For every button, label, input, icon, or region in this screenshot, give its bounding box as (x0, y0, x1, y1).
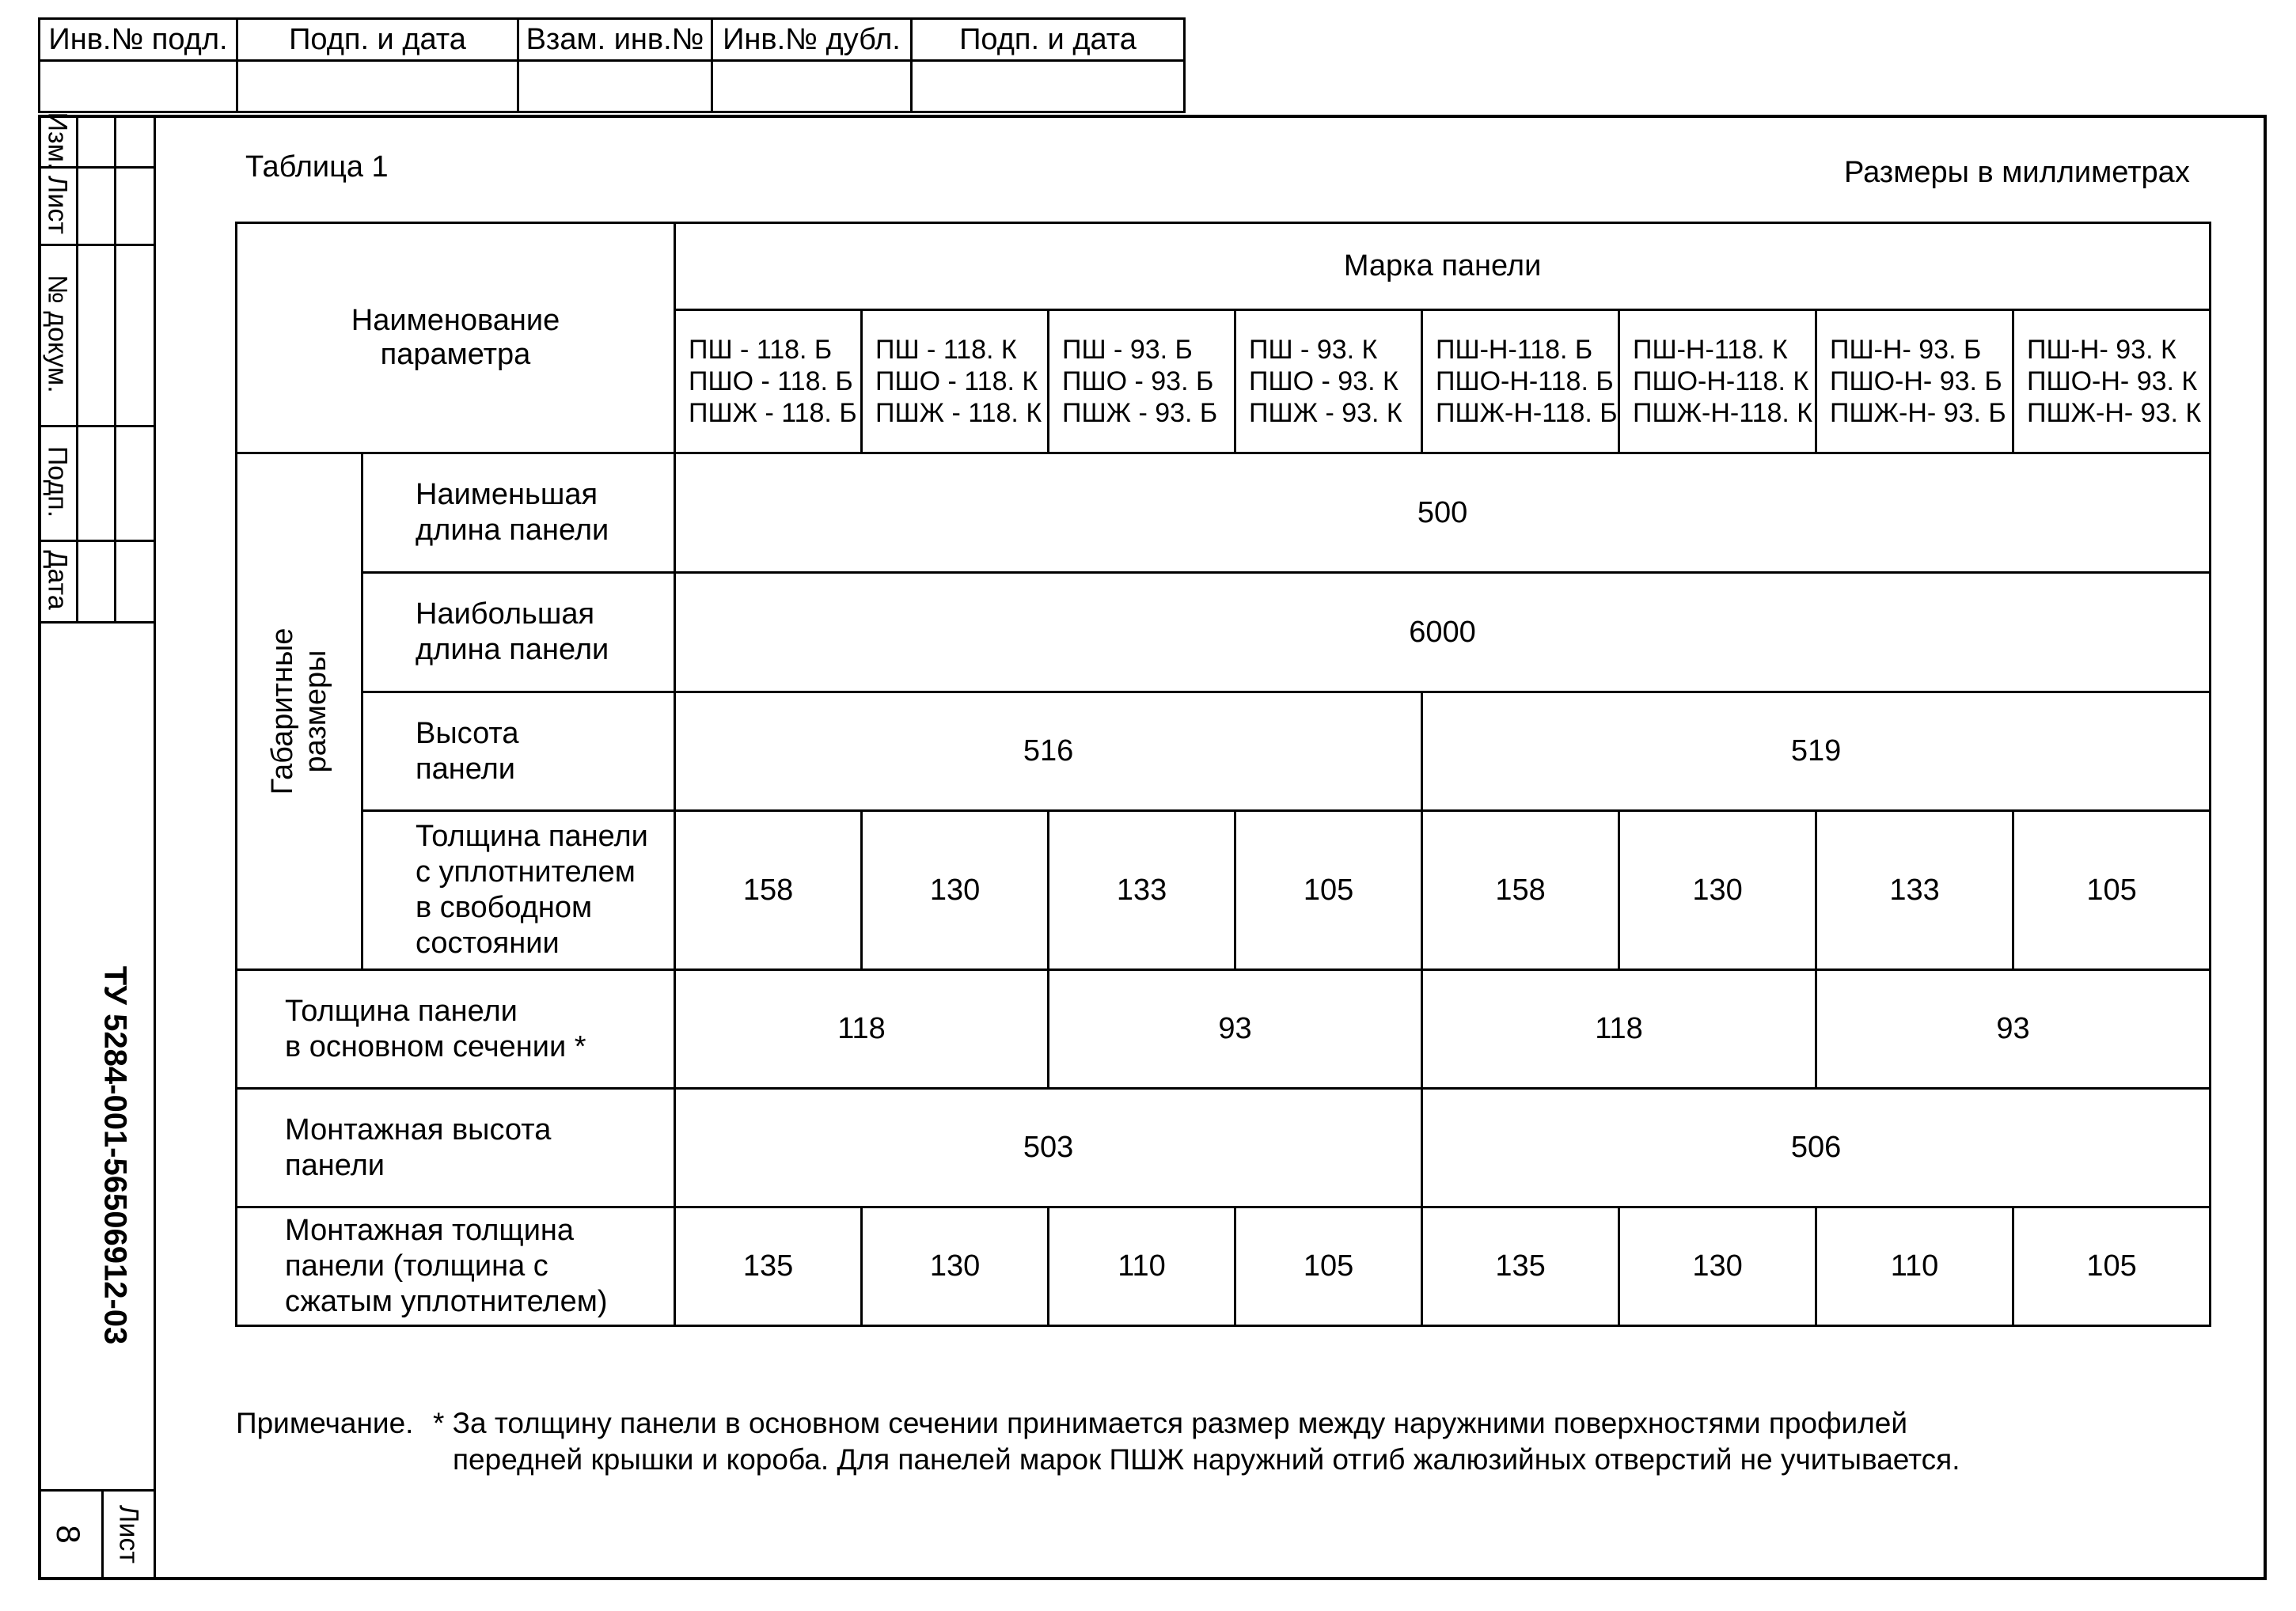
side-strip-divider (38, 1489, 155, 1492)
row-label-line: панели (толщина с (285, 1249, 548, 1283)
brand-line: ПШ-Н- 93. Б (1830, 335, 1982, 365)
brand-line: ПШ-Н-118. К (1633, 335, 1788, 365)
row-label-line: Наименьшая (416, 478, 598, 511)
stamp-cell (40, 61, 237, 112)
brand-line: ПШЖ - 118. К (875, 398, 1042, 428)
sheet-label: Лист (113, 1505, 144, 1564)
row-label-line: с уплотнителем (416, 855, 636, 889)
side-strip-border (154, 115, 156, 1580)
row-label-line: Наибольшая (416, 597, 595, 631)
brand-line: ПШ - 118. Б (689, 335, 833, 365)
row-label-line: сжатым уплотнителем) (285, 1285, 608, 1318)
value-mount-thickness: 110 (1049, 1207, 1235, 1326)
brand-line: ПШО-Н- 93. К (2027, 366, 2198, 396)
side-strip-divider (38, 540, 155, 542)
group-label-line: Габаритные (266, 627, 299, 795)
value-mount-thickness: 130 (862, 1207, 1049, 1326)
value-thickness-seal: 105 (2013, 811, 2211, 970)
rev-label-signature: Подп. (42, 445, 73, 518)
brand-line: ПШЖ - 93. Б (1062, 398, 1218, 428)
value-thickness-main: 93 (1049, 970, 1422, 1089)
brand-line: ПШЖ-Н-118. К (1633, 398, 1813, 428)
value-thickness-seal: 130 (862, 811, 1049, 970)
side-strip-border (76, 115, 78, 621)
row-label-line: длина панели (416, 633, 609, 666)
side-strip-divider (38, 621, 155, 624)
row-label-thickness-seal (362, 811, 675, 970)
row-label-line: Монтажная толщина (285, 1214, 575, 1247)
stamp-header-inv-dup: Инв.№ дубл. (712, 19, 912, 61)
brand-line: ПШ - 93. Б (1062, 335, 1193, 365)
param-header-cell (237, 223, 675, 453)
brand-line: ПШО - 93. Б (1062, 366, 1214, 396)
brand-line: ПШЖ-Н- 93. Б (1830, 398, 2006, 428)
stamp-cell (912, 61, 1185, 112)
brand-line: ПШ-Н- 93. К (2027, 335, 2176, 365)
brand-cell (2013, 310, 2211, 453)
value-thickness-seal: 158 (675, 811, 862, 970)
row-label-line: панели (416, 752, 515, 786)
stamp-header-sign-date: Подп. и дата (237, 19, 518, 61)
note-line-2: передней крышки и короба. Для панелей марок ПШЖ наружний отгиб жалюзийных отверстий не учитывается. (453, 1443, 1960, 1476)
brand-line: ПШ-Н-118. Б (1436, 335, 1593, 365)
brand-cell (1816, 310, 2013, 453)
side-strip-divider (38, 244, 155, 246)
value-thickness-seal: 133 (1049, 811, 1235, 970)
value-mount-thickness: 135 (1422, 1207, 1619, 1326)
row-label-line: Монтажная высота (285, 1113, 552, 1147)
value-thickness-seal: 133 (1816, 811, 2013, 970)
stamp-header-inv-orig: Инв.№ подл. (40, 19, 237, 61)
brand-cell (675, 310, 862, 453)
row-label-mount-height (237, 1089, 675, 1207)
brand-line: ПШО-Н- 93. Б (1830, 366, 2002, 396)
document-code: ТУ 5284-001-56506912-03 (97, 965, 133, 1345)
row-label-line: в свободном (416, 891, 593, 924)
value-min-length: 500 (675, 453, 2211, 573)
stamp-table (38, 17, 1186, 113)
value-mount-thickness: 130 (1619, 1207, 1816, 1326)
brand-cell (1619, 310, 1816, 453)
note-prefix: Примечание. (236, 1407, 414, 1439)
row-label-line: Толщина панели (416, 820, 648, 853)
value-mount-thickness: 105 (1235, 1207, 1422, 1326)
side-strip-border (114, 115, 116, 621)
note-line-1: * За толщину панели в основном сечении принимается размер между наружними поверхностями профилей (433, 1407, 1908, 1439)
rev-label-doc-number: № докум. (42, 275, 73, 393)
value-thickness-main: 118 (1422, 970, 1816, 1089)
row-label-line: Высота (416, 716, 519, 750)
param-header-line: Наименование (351, 304, 560, 337)
row-label-line: длина панели (416, 514, 609, 547)
value-thickness-main: 93 (1816, 970, 2211, 1089)
table-caption: Таблица 1 (245, 150, 389, 184)
side-strip-divider (38, 425, 155, 427)
brand-line: ПШЖ-Н-118. Б (1436, 398, 1618, 428)
brand-cell (862, 310, 1049, 453)
row-label-min-length (362, 453, 675, 573)
rev-label-change: Изм. (42, 112, 73, 170)
value-height: 516 (675, 692, 1422, 811)
value-thickness-main: 118 (675, 970, 1049, 1089)
row-label-line: панели (285, 1148, 385, 1182)
brand-cell (1422, 310, 1619, 453)
value-mount-thickness: 110 (1816, 1207, 2013, 1326)
row-label-line: Толщина панели (285, 994, 518, 1028)
param-header-line: параметра (380, 338, 531, 371)
stamp-header-replace-inv: Взам. инв.№ (518, 19, 712, 61)
group-label-cell (237, 453, 362, 970)
row-label-line: состоянии (416, 927, 560, 960)
stamp-cell (237, 61, 518, 112)
brand-line: ПШЖ-Н- 93. К (2027, 398, 2202, 428)
rev-label-sheet: Лист (42, 176, 73, 234)
side-strip-border (101, 1489, 104, 1580)
brand-cell (1235, 310, 1422, 453)
brand-line: ПШО - 118. Б (689, 366, 853, 396)
dimensions-table (235, 222, 2211, 1327)
brand-cell (1049, 310, 1235, 453)
value-mount-height: 503 (675, 1089, 1422, 1207)
value-mount-thickness: 105 (2013, 1207, 2211, 1326)
group-label (266, 628, 332, 795)
value-height: 519 (1422, 692, 2211, 811)
value-thickness-seal: 130 (1619, 811, 1816, 970)
row-label-max-length (362, 573, 675, 692)
row-label-mount-thickness (237, 1207, 675, 1326)
row-label-thickness-main (237, 970, 675, 1089)
stamp-cell (518, 61, 712, 112)
row-label-height (362, 692, 675, 811)
stamp-cell (712, 61, 912, 112)
brand-line: ПШЖ - 93. К (1249, 398, 1402, 428)
rev-label-date: Дата (42, 550, 73, 610)
value-thickness-seal: 158 (1422, 811, 1619, 970)
value-mount-thickness: 135 (675, 1207, 862, 1326)
value-mount-height: 506 (1422, 1089, 2211, 1207)
sheet-number: 8 (50, 1525, 87, 1544)
group-label-line: размеры (299, 650, 332, 773)
brand-line: ПШ - 118. К (875, 335, 1017, 365)
brand-line: ПШО-Н-118. Б (1436, 366, 1614, 396)
brand-line: ПШ - 93. К (1249, 335, 1378, 365)
brand-line: ПШО - 93. К (1249, 366, 1398, 396)
units-caption: Размеры в миллиметрах (1844, 156, 2190, 189)
brand-line: ПШЖ - 118. Б (689, 398, 857, 428)
value-max-length: 6000 (675, 573, 2211, 692)
stamp-header-sign-date-2: Подп. и дата (912, 19, 1185, 61)
brand-line: ПШО - 118. К (875, 366, 1038, 396)
row-label-line: в основном сечении * (285, 1029, 586, 1063)
value-thickness-seal: 105 (1235, 811, 1422, 970)
brand-line: ПШО-Н-118. К (1633, 366, 1809, 396)
brand-header: Марка панели (675, 223, 2211, 310)
